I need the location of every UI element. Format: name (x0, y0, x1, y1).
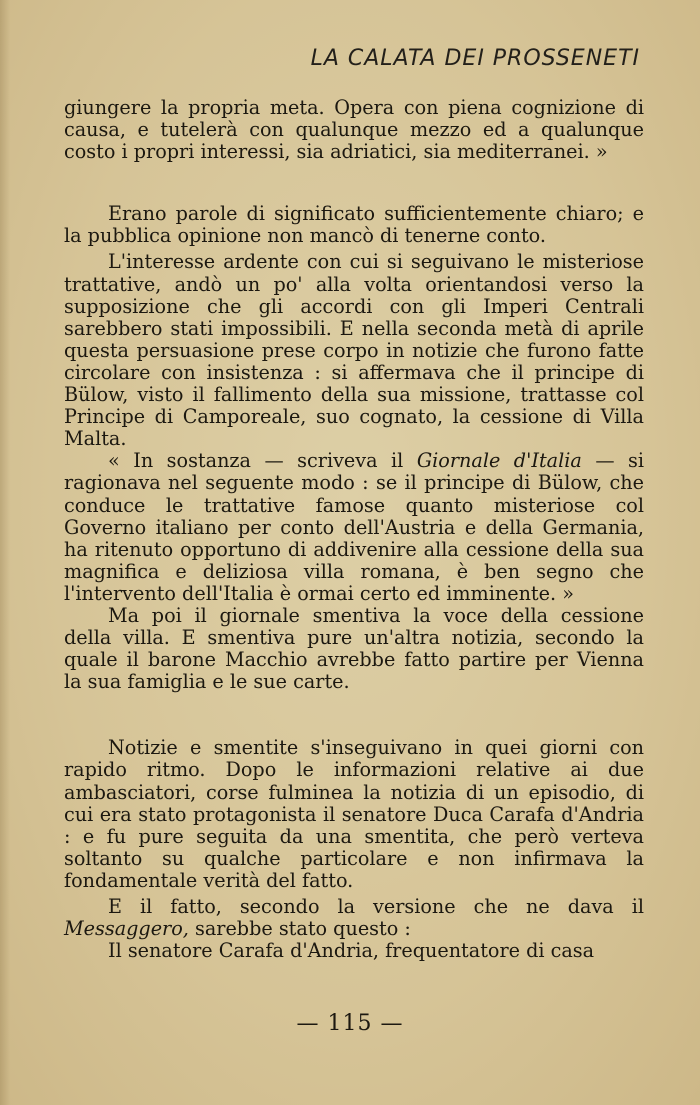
quote-text: — si ragionava nel seguente modo : se il principe di Bülow, che conduce le trattative famose quanto misteriose col Governo italiano per conto dell'Austria e della Germania, ha ritenuto opportuno di addivenire alla cessione della sua magnifica e deliziosa villa romana, è ben segno che l'intervento dell'Italia è ormai certo ed imminente. » (64, 449, 644, 605)
quote-text: « In sostanza — scriveva il (108, 449, 417, 473)
paragraph-text: sarebbe stato questo : (188, 917, 411, 941)
paragraph-text: E il fatto, secondo la versione che ne dava il (108, 895, 644, 918)
paragraph-last: Il senatore Carafa d'Andria, frequentatore di casa (108, 939, 595, 963)
page-left-edge-shadow (0, 0, 10, 1105)
newspaper-title: Messaggero, (64, 917, 189, 941)
section-break (64, 163, 644, 203)
running-head: LA CALATA DEI PROSSENETI (310, 46, 640, 71)
paragraph-quote (64, 450, 644, 605)
body-text (64, 97, 644, 962)
paragraph: Notizie e smentite s'inseguivano in quei giorni con rapido ritmo. Dopo le informazioni relative ai due ambasciatori, corse fulminea la notizia di un episodio, di cui era stato protagonista il senatore Duca Carafa d'Andria : e fu pure seguita da una smentita, che però verteva soltanto su qualche particolare e non infirmava la fondamentale verità del fatto. (64, 736, 644, 892)
paragraph: Erano parole di significato sufficientemente chiaro; e la pubblica opinione non mancò di tenerne conto. (64, 202, 644, 248)
paragraph: L'interesse ardente con cui si seguivano le misteriose trattative, andò un po' alla volta orientandosi verso la supposizione che gli accordi con gli Imperi Centrali sarebbero stati impossibili. E nella seconda metà di aprile questa persuasione prese corpo in notizie che furono fatte circolare con insistenza : si affermava che il principe di Bülow, visto il fallimento della sua missione, trattasse col Principe di Camporeale, suo cognato, la cessione di Villa Malta. (64, 250, 644, 451)
newspaper-title: Giornale d'Italia (416, 449, 582, 473)
section-break (64, 693, 644, 737)
paragraph (64, 896, 644, 940)
paragraph: Ma poi il giornale smentiva la voce della cessione della villa. E smentiva pure un'altra notizia, secondo la quale il barone Macchio avrebbe fatto partire per Vienna la sua famiglia e le sue carte. (64, 603, 644, 694)
paragraph-continuation: giungere la propria meta. Opera con piena cognizione di causa, e tutelerà con qualunque mezzo ed a qualunque costo i propri interessi, sia adriatici, sia mediterranei. » (64, 96, 644, 164)
page-number: — 115 — (296, 1011, 404, 1036)
